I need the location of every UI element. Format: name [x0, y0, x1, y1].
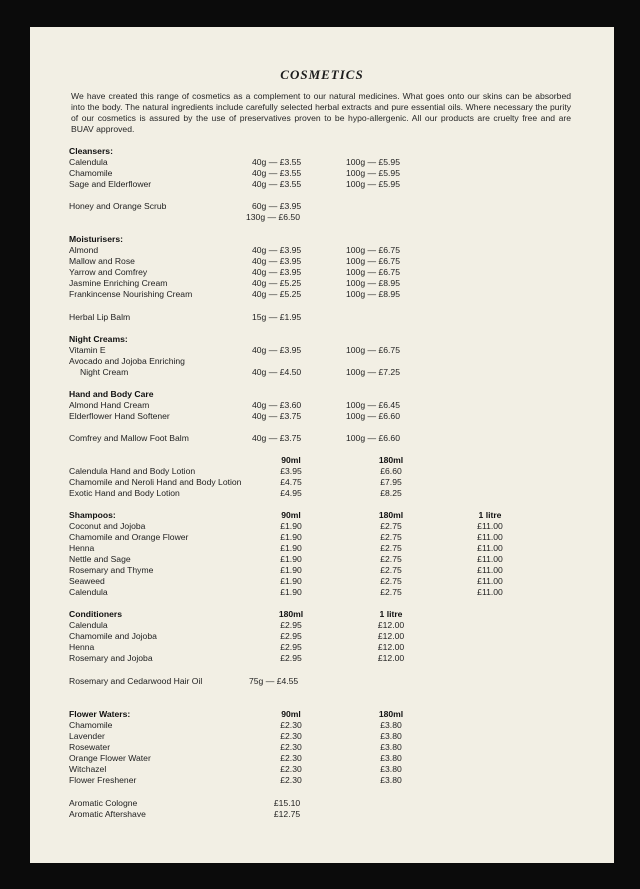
price-90ml: £1.90 — [280, 587, 302, 597]
section-heading-night-creams: Night Creams: — [69, 334, 128, 344]
product-name: Exotic Hand and Body Lotion — [69, 488, 180, 498]
price-large: 100g — £6.75 — [346, 256, 400, 266]
product-name: Flower Freshener — [69, 775, 137, 785]
price-180ml: £3.80 — [380, 764, 402, 774]
product-name: Rosewater — [69, 742, 111, 752]
product-name: Rosemary and Thyme — [69, 565, 154, 575]
product-name: Rosemary and Cedarwood Hair Oil — [69, 676, 203, 686]
price-1-litre: £11.00 — [477, 576, 503, 586]
product-name: Honey and Orange Scrub — [69, 201, 167, 211]
product-name: Orange Flower Water — [69, 753, 151, 763]
product-name: Henna — [69, 543, 95, 553]
product-name: Chamomile and Orange Flower — [69, 532, 189, 542]
price-large: 100g — £6.75 — [346, 245, 400, 255]
price-small: 40g — £5.25 — [252, 289, 302, 299]
product-name: Yarrow and Comfrey — [69, 267, 148, 277]
product-name: Seaweed — [69, 576, 105, 586]
section-heading-shampoos: Shampoos: — [69, 510, 116, 520]
price-small: 40g — £3.60 — [252, 400, 302, 410]
price-1-litre: £11.00 — [477, 521, 503, 531]
price-large: 100g — £7.25 — [346, 367, 400, 377]
price-90ml: £2.30 — [280, 742, 302, 752]
product-name: Almond — [69, 245, 99, 255]
price-180ml: £3.80 — [380, 742, 402, 752]
price-180ml: £2.75 — [380, 554, 402, 564]
price-large: 100g — £8.95 — [346, 289, 400, 299]
price-90ml: £4.75 — [280, 477, 302, 487]
column-header-1-litre: 1 litre — [478, 510, 502, 520]
price-large: 100g — £6.60 — [346, 411, 400, 421]
column-header-1-litre: 1 litre — [379, 609, 403, 619]
product-name: Lavender — [69, 731, 105, 741]
price-180ml: £3.80 — [380, 775, 402, 785]
price-180ml: £2.75 — [380, 532, 402, 542]
product-name: Henna — [69, 642, 95, 652]
price-180ml: £2.95 — [280, 631, 302, 641]
column-header-180ml: 180ml — [378, 709, 404, 719]
price-large: 100g — £6.75 — [346, 345, 400, 355]
price-small: 40g — £3.95 — [252, 267, 302, 277]
price-small: 40g — £3.75 — [252, 411, 302, 421]
price-180ml: £2.95 — [280, 620, 302, 630]
price-180ml: £2.75 — [380, 576, 402, 586]
price-90ml: £1.90 — [280, 543, 302, 553]
price-small: 15g — £1.95 — [252, 312, 302, 322]
price-1-litre: £12.00 — [377, 620, 405, 630]
intro-paragraph: We have created this range of cosmetics as a complement to our natural medicines. What goes onto our skins can be absorbed into the body. The natural ingredients include carefully selected herbal extracts and pure essential oils. Where necessary the purity of our cosmetics is assured by the use of preservatives proven to be hypo-allergenic. All our products are cruelty free and are BUAV approved. — [71, 91, 571, 134]
price-large: 100g — £6.60 — [346, 433, 400, 443]
section-heading-cleansers: Cleansers: — [69, 146, 113, 156]
product-name: Herbal Lip Balm — [69, 312, 131, 322]
price-180ml: £3.80 — [380, 720, 402, 730]
price-small: 130g — £6.50 — [246, 212, 300, 222]
section-heading-conditioners: Conditioners — [69, 609, 122, 619]
price-180ml: £2.75 — [380, 521, 402, 531]
price-180ml: £2.75 — [380, 587, 402, 597]
product-name: Aromatic Aftershave — [69, 809, 146, 819]
price-small: 60g — £3.95 — [252, 201, 302, 211]
price-small: 75g — £4.55 — [249, 676, 299, 686]
document-page — [30, 27, 614, 863]
price-90ml: £1.90 — [280, 521, 302, 531]
price-large: 100g — £5.95 — [346, 179, 400, 189]
price-180ml: £7.95 — [380, 477, 402, 487]
column-header-180ml: 180ml — [278, 609, 304, 619]
price-small: 40g — £3.95 — [252, 245, 302, 255]
product-name: Vitamin E — [69, 345, 106, 355]
section-heading-hand-body-care: Hand and Body Care — [69, 389, 154, 399]
price-180ml: £6.60 — [380, 466, 402, 476]
product-name: Calendula Hand and Body Lotion — [69, 466, 196, 476]
price-180ml: £2.95 — [280, 653, 302, 663]
price-180ml: £2.75 — [380, 543, 402, 553]
product-name-continued: Night Cream — [80, 367, 129, 377]
price-1-litre: £12.00 — [377, 653, 405, 663]
product-name: Calendula — [69, 620, 108, 630]
price-90ml: £12.75 — [273, 809, 301, 819]
price-180ml: £2.75 — [380, 565, 402, 575]
price-large: 100g — £5.95 — [346, 168, 400, 178]
price-90ml: £1.90 — [280, 532, 302, 542]
price-small: 40g — £3.55 — [252, 168, 302, 178]
product-name: Almond Hand Cream — [69, 400, 150, 410]
section-heading-flower-waters: Flower Waters: — [69, 709, 131, 719]
product-name: Witchazel — [69, 764, 107, 774]
product-name: Nettle and Sage — [69, 554, 131, 564]
product-name: Aromatic Cologne — [69, 798, 138, 808]
column-header-90ml: 90ml — [281, 455, 301, 465]
price-1-litre: £11.00 — [477, 554, 503, 564]
product-name: Chamomile — [69, 720, 113, 730]
price-90ml: £3.95 — [280, 466, 302, 476]
product-name: Rosemary and Jojoba — [69, 653, 153, 663]
price-1-litre: £11.00 — [477, 543, 503, 553]
price-small: 40g — £3.95 — [252, 256, 302, 266]
price-small: 40g — £3.55 — [252, 179, 302, 189]
price-large: 100g — £5.95 — [346, 157, 400, 167]
page-title: COSMETICS — [280, 67, 364, 82]
price-small: 40g — £5.25 — [252, 278, 302, 288]
price-large: 100g — £6.75 — [346, 267, 400, 277]
price-180ml: £2.95 — [280, 642, 302, 652]
product-name: Elderflower Hand Softener — [69, 411, 170, 421]
price-large: 100g — £8.95 — [346, 278, 400, 288]
price-small: 40g — £3.75 — [252, 433, 302, 443]
product-name: Calendula — [69, 587, 108, 597]
price-90ml: £15.10 — [273, 798, 301, 808]
price-1-litre: £11.00 — [477, 565, 503, 575]
product-name: Coconut and Jojoba — [69, 521, 146, 531]
product-name: Sage and Elderflower — [69, 179, 152, 189]
product-name: Comfrey and Mallow Foot Balm — [69, 433, 189, 443]
column-header-180ml: 180ml — [378, 510, 404, 520]
product-name: Avocado and Jojoba Enriching — [69, 356, 185, 366]
price-1-litre: £11.00 — [477, 587, 503, 597]
price-1-litre: £11.00 — [477, 532, 503, 542]
product-name: Chamomile — [69, 168, 113, 178]
column-header-90ml: 90ml — [281, 510, 301, 520]
product-name: Chamomile and Neroli Hand and Body Lotion — [69, 477, 242, 487]
price-90ml: £2.30 — [280, 720, 302, 730]
price-90ml: £1.90 — [280, 565, 302, 575]
price-90ml: £2.30 — [280, 753, 302, 763]
column-header-180ml: 180ml — [378, 455, 404, 465]
price-180ml: £3.80 — [380, 753, 402, 763]
product-name: Jasmine Enriching Cream — [69, 278, 168, 288]
price-90ml: £1.90 — [280, 576, 302, 586]
price-1-litre: £12.00 — [377, 642, 405, 652]
product-name: Mallow and Rose — [69, 256, 135, 266]
price-180ml: £8.25 — [380, 488, 402, 498]
column-header-90ml: 90ml — [281, 709, 301, 719]
product-name: Frankincense Nourishing Cream — [69, 289, 193, 299]
price-small: 40g — £4.50 — [252, 367, 302, 377]
price-90ml: £1.90 — [280, 554, 302, 564]
price-small: 40g — £3.95 — [252, 345, 302, 355]
price-90ml: £4.95 — [280, 488, 302, 498]
price-large: 100g — £6.45 — [346, 400, 400, 410]
price-1-litre: £12.00 — [377, 631, 405, 641]
price-180ml: £3.80 — [380, 731, 402, 741]
product-name: Chamomile and Jojoba — [69, 631, 157, 641]
price-90ml: £2.30 — [280, 731, 302, 741]
price-90ml: £2.30 — [280, 764, 302, 774]
product-name: Calendula — [69, 157, 108, 167]
price-90ml: £2.30 — [280, 775, 302, 785]
section-heading-moisturisers: Moisturisers: — [69, 234, 123, 244]
price-small: 40g — £3.55 — [252, 157, 302, 167]
